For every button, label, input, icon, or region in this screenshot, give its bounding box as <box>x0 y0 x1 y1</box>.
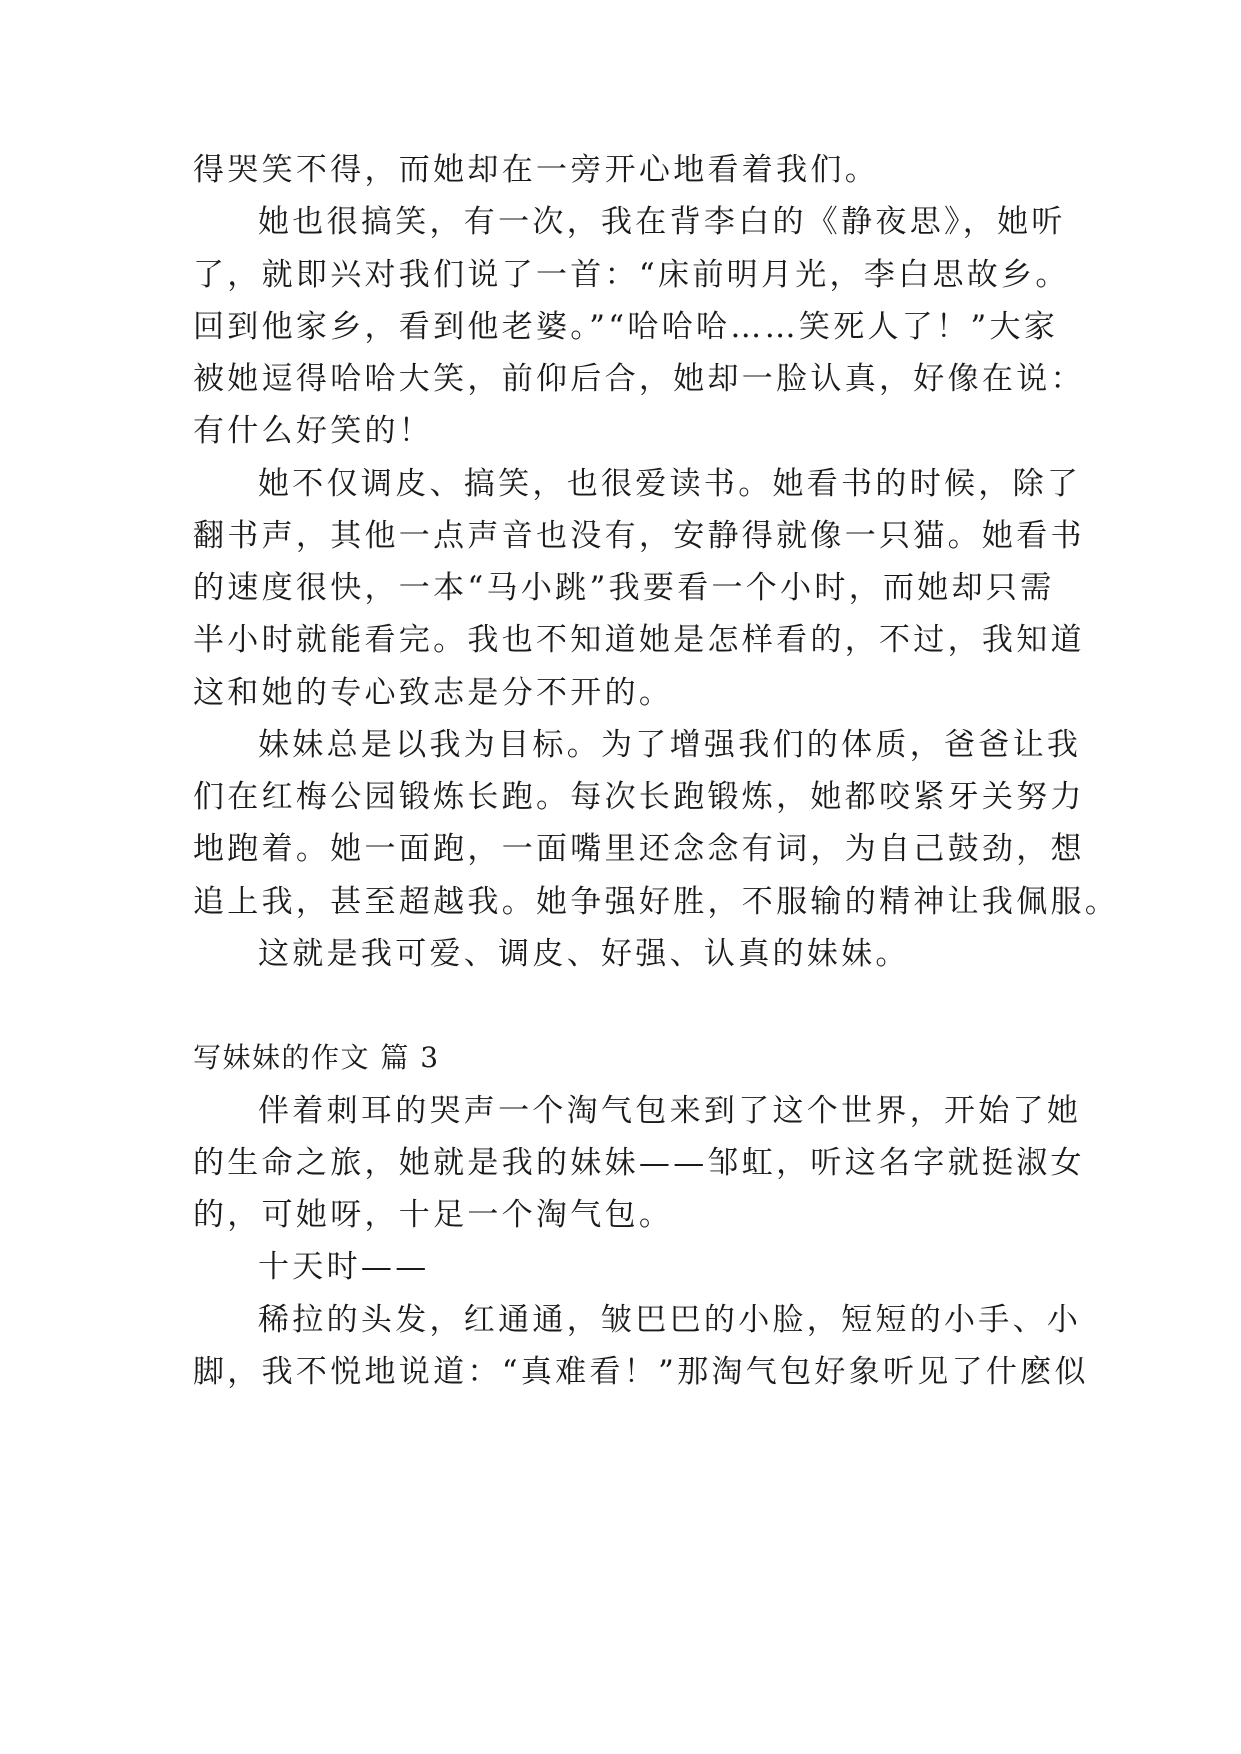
paragraph-line: 她不仅调皮、搞笑，也很爱读书。她看书的时候，除了 <box>258 466 1082 502</box>
paragraph-line: 地跑着。她一面跑，一面嘴里还念念有词，为自己鼓劲，想 <box>193 831 1085 867</box>
paragraph-line: 回到他家乡，看到他老婆。”“哈哈哈……笑死人了！”大家 <box>193 309 1059 345</box>
paragraph-line: 被她逗得哈哈大笑，前仰后合，她却一脸认真，好像在说： <box>193 361 1085 397</box>
paragraph-line: 这和她的专心致志是分不开的。 <box>193 675 674 711</box>
paragraph-line: 脚，我不悦地说道：“真难看！”那淘气包好象听见了什麽似 <box>193 1354 1089 1390</box>
paragraph-line: 半小时就能看完。我也不知道她是怎样看的，不过，我知道 <box>193 622 1085 658</box>
paragraph-line: 稀拉的头发，红通通，皱巴巴的小脸，短短的小手、小 <box>258 1302 1082 1338</box>
paragraph-line: 们在红梅公园锻炼长跑。每次长跑锻炼，她都咬紧牙关努力 <box>193 779 1085 815</box>
paragraph-line: 妹妹总是以我为目标。为了增强我们的体质，爸爸让我 <box>258 727 1082 763</box>
paragraph-line: 追上我，甚至超越我。她争强好胜，不服输的精神让我佩服。 <box>193 884 1120 920</box>
paragraph-line: 伴着刺耳的哭声一个淘气包来到了这个世界，开始了她 <box>258 1093 1082 1129</box>
paragraph-line: 十天时—— <box>258 1249 430 1285</box>
paragraph-line: 翻书声，其他一点声音也没有，安静得就像一只猫。她看书 <box>193 518 1085 554</box>
paragraph-line: 的，可她呀，十足一个淘气包。 <box>193 1197 674 1233</box>
paragraph-line: 得哭笑不得，而她却在一旁开心地看着我们。 <box>193 152 879 188</box>
paragraph-line: 这就是我可爱、调皮、好强、认真的妹妹。 <box>258 936 910 972</box>
paragraph-line: 有什么好笑的！ <box>193 413 434 449</box>
section-heading: 写妹妹的作文 篇 3 <box>193 1041 440 1074</box>
paragraph-line: 的生命之旅，她就是我的妹妹——邹虹，听这名字就挺淑女 <box>193 1145 1085 1181</box>
paragraph-line: 的速度很快，一本“马小跳”我要看一个小时，而她却只需 <box>193 570 1055 606</box>
paragraph-line: 了，就即兴对我们说了一首：“床前明月光，李白思故乡。 <box>193 257 1070 293</box>
paragraph-line: 她也很搞笑，有一次，我在背李白的《静夜思》，她听 <box>258 204 1066 240</box>
